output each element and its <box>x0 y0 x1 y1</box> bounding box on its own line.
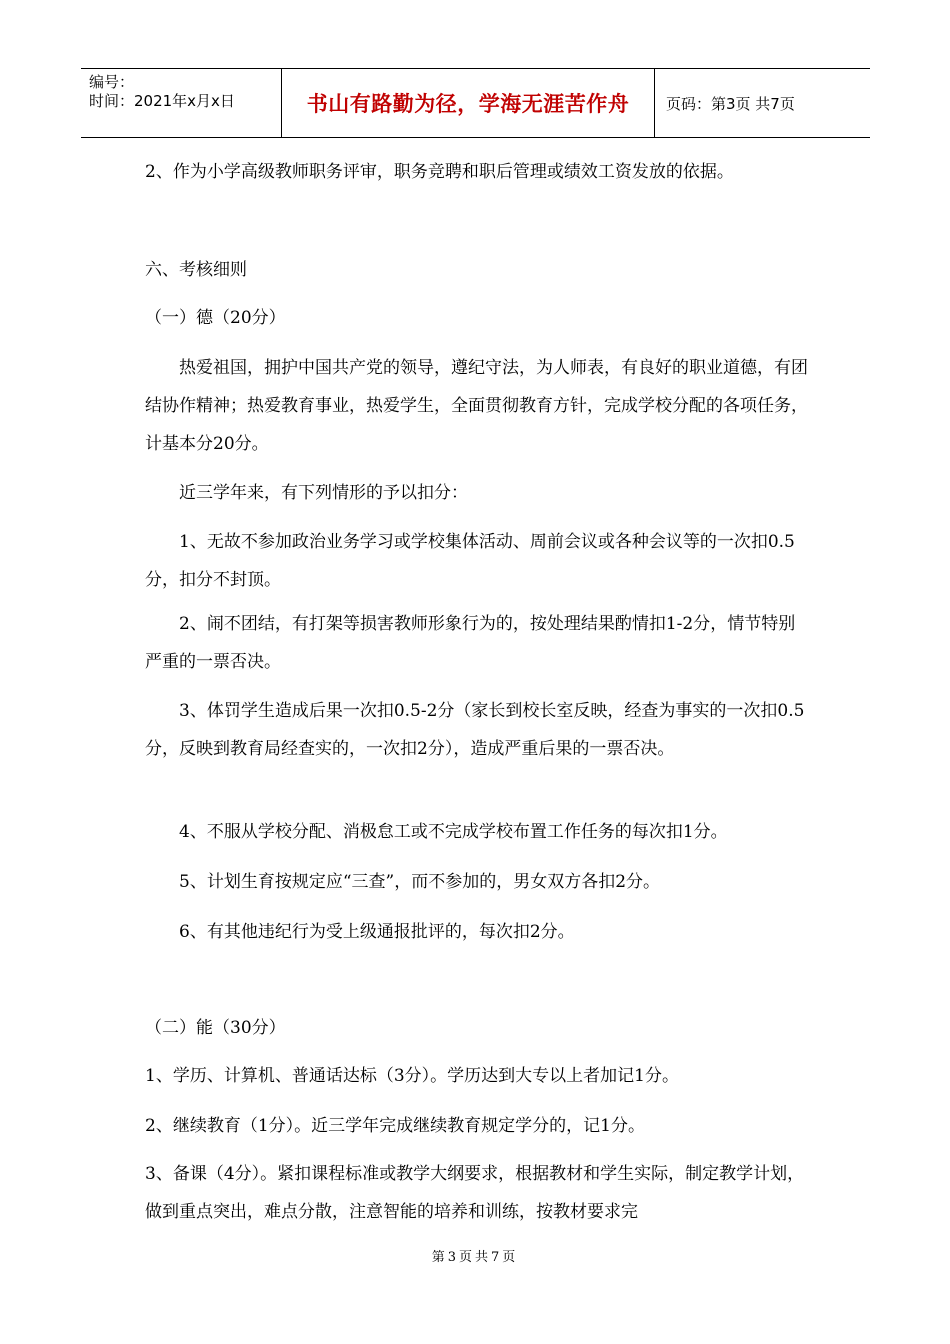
deduction-item: 4、不服从学校分配、消极怠工或不完成学校布置工作任务的每次扣1分。 <box>179 822 728 842</box>
morality-intro: 热爱祖国，拥护中国共产党的领导，遵纪守法，为人师表，有良好的职业道德，有团结协作精神；热爱教育事业，热爱学生，全面贯彻教育方针，完成学校分配的各项任务，计基本分20分。 <box>145 358 808 454</box>
date-line: 时间：2021年x月x日 <box>89 92 235 110</box>
page-info: 页码：第3页 共7页 <box>666 94 795 113</box>
paragraph-evaluation-basis: 2、作为小学高级教师职务评审，职务竞聘和职后管理或绩效工资发放的依据。 <box>145 162 734 182</box>
subsection-morality-title: （一）德（20分） <box>145 308 286 328</box>
deduction-item: 2、闹不团结，有打架等损害教师形象行为的，按处理结果酌情扣1-2分，情节特别严重的一票否决。 <box>145 614 796 672</box>
deduction-item: 1、无故不参加政治业务学习或学校集体活动、周前会议或各种会议等的一次扣0.5分，扣分不封顶。 <box>145 532 795 590</box>
ability-item: 1、学历、计算机、普通话达标（3分）。学历达到大专以上者加记1分。 <box>145 1066 679 1086</box>
header-motto-cell <box>282 69 655 137</box>
page-footer: 第3页共7页 <box>431 1250 519 1265</box>
header-page-cell <box>655 69 870 137</box>
deduction-item: 5、计划生育按规定应“三查”，而不参加的，男女双方各扣2分。 <box>179 872 661 892</box>
document-header <box>81 68 870 138</box>
ability-item: 3、备课（4分）。紧扣课程标准或教学大纲要求，根据教材和学生实际，制定教学计划，做到重点突出，难点分散，注意智能的培养和训练，按教材要求完 <box>145 1164 805 1222</box>
motto: 书山有路勤为径，学海无涯苦作舟 <box>306 92 630 116</box>
deduction-item: 6、有其他违纪行为受上级通报批评的，每次扣2分。 <box>179 922 575 942</box>
subsection-ability-title: （二）能（30分） <box>145 1018 286 1038</box>
section-six-title: 六、考核细则 <box>145 260 247 280</box>
ability-item: 2、继续教育（1分）。近三学年完成继续教育规定学分的，记1分。 <box>145 1116 645 1136</box>
deduction-intro: 近三学年来，有下列情形的予以扣分： <box>179 483 468 503</box>
header-meta-cell <box>81 69 282 137</box>
number-label: 编号： <box>89 73 135 91</box>
deduction-item: 3、体罚学生造成后果一次扣0.5-2分（家长到校长室反映，经查为事实的一次扣0.5分，反映到教育局经查实的，一次扣2分），造成严重后果的一票否决。 <box>145 701 805 759</box>
